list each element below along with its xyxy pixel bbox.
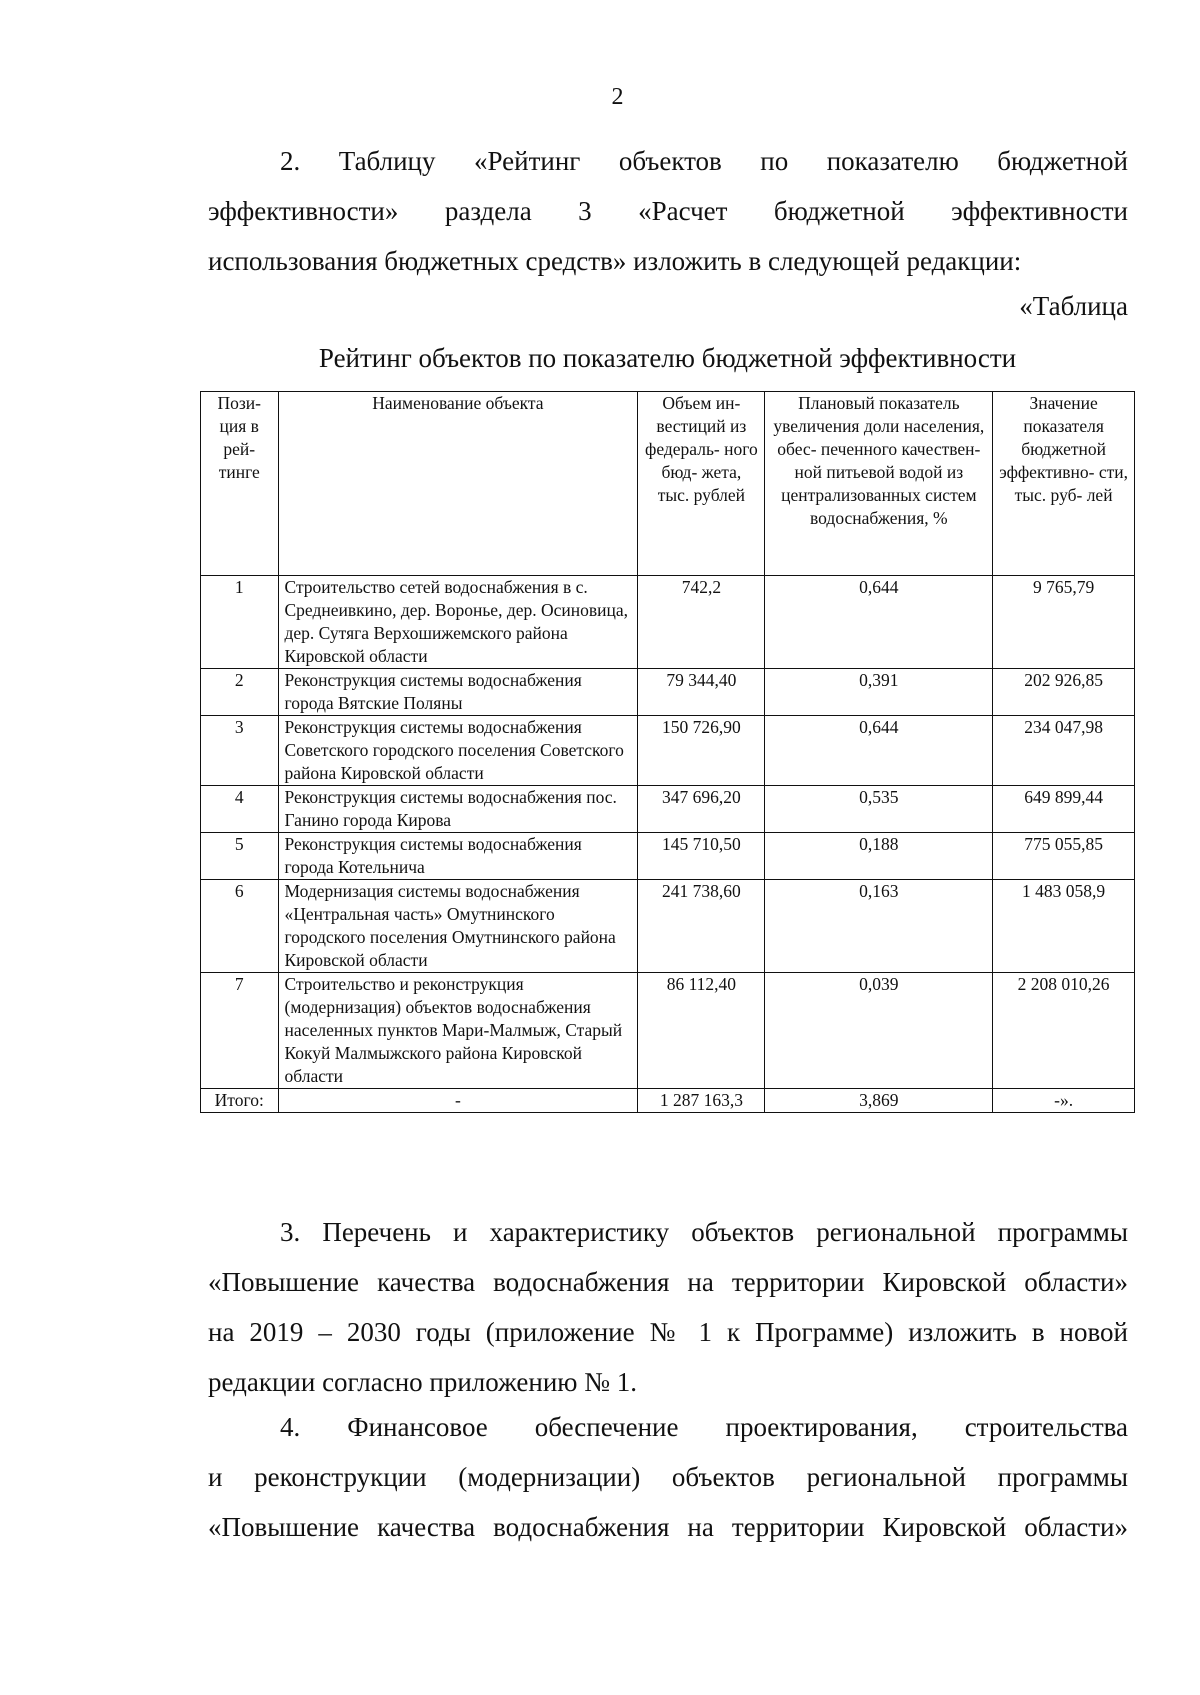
header-object-name: Наименование объекта xyxy=(278,392,638,576)
table-row xyxy=(201,973,1135,1089)
cell-position: 7 xyxy=(201,973,279,1089)
paragraph-3-line: редакции согласно приложению № 1. xyxy=(208,1367,637,1397)
cell-position: 6 xyxy=(201,880,279,973)
cell-efficiency-value: 202 926,85 xyxy=(993,669,1135,716)
cell-investment-volume: 86 112,40 xyxy=(638,973,765,1089)
cell-investment-volume: 79 344,40 xyxy=(638,669,765,716)
cell-total-name: - xyxy=(278,1089,638,1113)
cell-position: 5 xyxy=(201,833,279,880)
cell-total-label: Итого: xyxy=(201,1089,279,1113)
cell-object-name: Реконструкция системы водоснабжения Советского городского поселения Советского района Кировской области xyxy=(278,716,638,786)
cell-investment-volume: 742,2 xyxy=(638,576,765,669)
cell-object-name: Реконструкция системы водоснабжения города Вятские Поляны xyxy=(278,669,638,716)
table-row xyxy=(201,716,1135,786)
cell-planned-indicator: 0,188 xyxy=(765,833,993,880)
paragraph-4-line: «Повышение качества водоснабжения на территории Кировской области» xyxy=(208,1512,1128,1542)
cell-object-name: Реконструкция системы водоснабжения города Котельнича xyxy=(278,833,638,880)
cell-investment-volume: 347 696,20 xyxy=(638,786,765,833)
table-row xyxy=(201,786,1135,833)
cell-position: 4 xyxy=(201,786,279,833)
cell-investment-volume: 241 738,60 xyxy=(638,880,765,973)
paragraph-3-line: «Повышение качества водоснабжения на территории Кировской области» xyxy=(208,1267,1128,1297)
paragraph-2-line: использования бюджетных средств» изложить в следующей редакции: xyxy=(208,246,1022,276)
cell-total-plan: 3,869 xyxy=(765,1089,993,1113)
cell-object-name: Строительство и реконструкция (модернизация) объектов водоснабжения населенных пунктов Мари-Малмыж, Старый Кокуй Малмыжского района Кировской области xyxy=(278,973,638,1089)
cell-investment-volume: 150 726,90 xyxy=(638,716,765,786)
paragraph-3-line: 3. Перечень и характеристику объектов региональной программы xyxy=(280,1217,1128,1247)
cell-position: 2 xyxy=(201,669,279,716)
cell-position: 3 xyxy=(201,716,279,786)
paragraph-4 xyxy=(208,1402,1128,1552)
cell-object-name: Модернизация системы водоснабжения «Центральная часть» Омутнинского городского поселения Омутнинского района Кировской области xyxy=(278,880,638,973)
cell-position: 1 xyxy=(201,576,279,669)
table-title: Рейтинг объектов по показателю бюджетной эффективности xyxy=(318,343,1017,373)
cell-efficiency-value: 775 055,85 xyxy=(993,833,1135,880)
cell-efficiency-value: 1 483 058,9 xyxy=(993,880,1135,973)
table-row xyxy=(201,576,1135,669)
paragraph-2 xyxy=(208,136,1128,286)
cell-planned-indicator: 0,039 xyxy=(765,973,993,1089)
cell-investment-volume: 145 710,50 xyxy=(638,833,765,880)
cell-efficiency-value: 2 208 010,26 xyxy=(993,973,1135,1089)
cell-planned-indicator: 0,644 xyxy=(765,716,993,786)
paragraph-3-line: на 2019 – 2030 годы (приложение № 1 к Программе) изложить в новой xyxy=(208,1317,1128,1347)
header-efficiency-value: Значение показателя бюджетной эффективно- сти, тыс. руб- лей xyxy=(993,392,1135,576)
header-planned-indicator: Плановый показатель увеличения доли населения, обес- печенного качествен- ной питьевой водой из централизованных систем водоснабжения, % xyxy=(765,392,993,576)
header-investment-volume: Объем ин- вестиций из федераль- ного бюд- жета, тыс. рублей xyxy=(638,392,765,576)
cell-total-value: -». xyxy=(993,1089,1135,1113)
paragraph-2-line: 2. Таблицу «Рейтинг объектов по показателю бюджетной xyxy=(280,146,1128,176)
table-row xyxy=(201,669,1135,716)
table-row xyxy=(201,833,1135,880)
page-number: 2 xyxy=(611,84,624,110)
table-row xyxy=(201,880,1135,973)
paragraph-3 xyxy=(208,1207,1128,1407)
cell-efficiency-value: 9 765,79 xyxy=(993,576,1135,669)
paragraph-4-line: и реконструкции (модернизации) объектов региональной программы xyxy=(208,1462,1128,1492)
paragraph-4-line: 4. Финансовое обеспечение проектирования, строительства xyxy=(280,1412,1128,1442)
paragraph-2-line: эффективности» раздела 3 «Расчет бюджетной эффективности xyxy=(208,196,1128,226)
cell-planned-indicator: 0,535 xyxy=(765,786,993,833)
cell-efficiency-value: 234 047,98 xyxy=(993,716,1135,786)
rating-table xyxy=(200,391,1135,1113)
table-label: «Таблица xyxy=(1019,291,1128,321)
header-position: Пози- ция в рей- тинге xyxy=(201,392,279,576)
cell-planned-indicator: 0,391 xyxy=(765,669,993,716)
cell-object-name: Строительство сетей водоснабжения в с. Среднеивкино, дер. Воронье, дер. Осиновица, дер. Сутяга Верхошижемского района Кировской области xyxy=(278,576,638,669)
cell-object-name: Реконструкция системы водоснабжения пос. Ганино города Кирова xyxy=(278,786,638,833)
table-header-row xyxy=(201,392,1135,576)
cell-total-volume: 1 287 163,3 xyxy=(638,1089,765,1113)
cell-planned-indicator: 0,644 xyxy=(765,576,993,669)
cell-planned-indicator: 0,163 xyxy=(765,880,993,973)
table-total-row xyxy=(201,1089,1135,1113)
cell-efficiency-value: 649 899,44 xyxy=(993,786,1135,833)
